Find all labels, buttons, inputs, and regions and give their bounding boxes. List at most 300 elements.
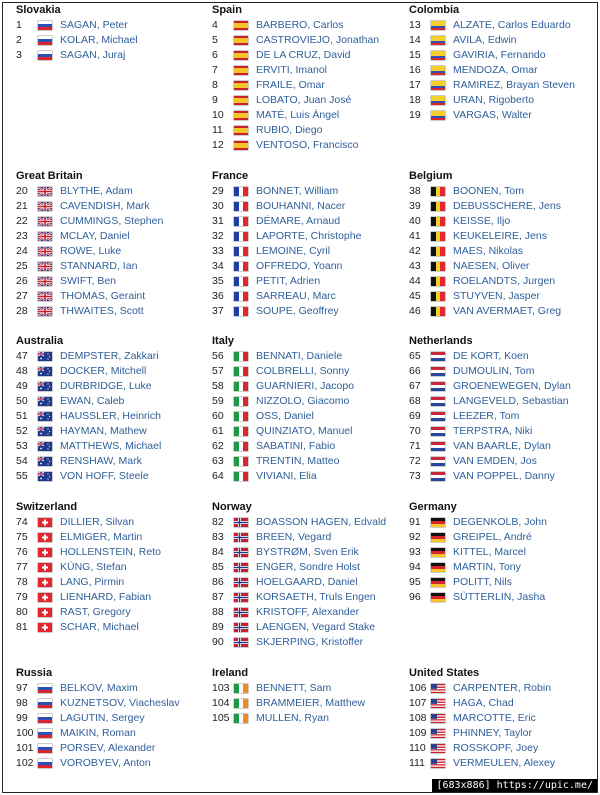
rider-row (212, 93, 402, 108)
rider-number: 85 (212, 561, 224, 573)
netherlands-flag-icon (431, 472, 445, 481)
rider-name-link[interactable]: TERPSTRA, Niki (453, 425, 533, 437)
netherlands-flag-icon (431, 442, 445, 451)
rider-row (409, 741, 599, 756)
rider-name-link[interactable]: MARTIN, Tony (453, 561, 521, 573)
uk-flag-icon (38, 307, 52, 316)
rider-number: 28 (16, 305, 28, 317)
rider-name-link[interactable]: DÉMARE, Arnaud (256, 215, 341, 227)
russia-flag-icon (38, 684, 52, 693)
team-name: Germany (409, 501, 457, 513)
rider-row (212, 274, 402, 289)
rider-number: 27 (16, 290, 28, 302)
rider-number: 17 (409, 79, 421, 91)
rider-number: 15 (409, 49, 421, 61)
rider-row (409, 244, 599, 259)
rider-row (16, 696, 206, 711)
rider-name-link[interactable]: DEBUSSCHERE, Jens (453, 200, 561, 212)
rider-number: 51 (16, 410, 28, 422)
spain-flag-icon (234, 21, 248, 30)
rider-name-link[interactable]: VOROBYEV, Anton (60, 757, 151, 769)
switzerland-flag-icon (38, 563, 52, 572)
rider-number: 43 (409, 260, 421, 272)
rider-number: 48 (16, 365, 28, 377)
rider-number: 31 (212, 215, 224, 227)
rider-name-link[interactable]: KOLAR, Michael (60, 34, 138, 46)
rider-row (16, 379, 206, 394)
belgium-flag-icon (431, 202, 445, 211)
netherlands-flag-icon (431, 382, 445, 391)
rider-name-link[interactable]: VAN EMDEN, Jos (453, 455, 537, 467)
rider-name-link[interactable]: VON HOFF, Steele (60, 470, 149, 482)
rider-row (16, 394, 206, 409)
rider-name-link[interactable]: VAN BAARLE, Dylan (453, 440, 551, 452)
rider-name-link[interactable]: KUZNETSOV, Viacheslav (60, 697, 180, 709)
rider-name-link[interactable]: QUINZIATO, Manuel (256, 425, 353, 437)
rider-name-link[interactable]: THWAITES, Scott (60, 305, 144, 317)
rider-row (409, 696, 599, 711)
rider-name-link[interactable]: DEGENKOLB, John (453, 516, 547, 528)
rider-number: 90 (212, 636, 224, 648)
rider-name-link[interactable]: ROSSKOPF, Joey (453, 742, 539, 754)
rider-number: 55 (16, 470, 28, 482)
australia-flag-icon (38, 382, 52, 391)
rider-row (16, 349, 206, 364)
rider-name-link[interactable]: VARGAS, Walter (453, 109, 532, 121)
australia-flag-icon (38, 472, 52, 481)
rider-row (16, 469, 206, 484)
rider-name-link[interactable]: CAVENDISH, Mark (60, 200, 150, 212)
slovakia-flag-icon (38, 36, 52, 45)
netherlands-flag-icon (431, 397, 445, 406)
rider-number: 29 (212, 185, 224, 197)
rider-name-link[interactable]: DEMPSTER, Zakkari (60, 350, 159, 362)
rider-name-link[interactable]: CUMMINGS, Stephen (60, 215, 164, 227)
rider-row (409, 530, 599, 545)
rider-row (16, 575, 206, 590)
rider-name-link[interactable]: RAMIREZ, Brayan Steven (453, 79, 575, 91)
rider-row (212, 439, 402, 454)
rider-name-link[interactable]: EWAN, Caleb (60, 395, 125, 407)
rider-row (212, 560, 402, 575)
france-flag-icon (234, 262, 248, 271)
rider-name-link[interactable]: LANGEVELD, Sebastian (453, 395, 569, 407)
rider-name-link[interactable]: BELKOV, Maxim (60, 682, 138, 694)
team-name: Switzerland (16, 501, 78, 513)
rider-name-link[interactable]: LEMOINE, Cyril (256, 245, 331, 257)
russia-flag-icon (38, 759, 52, 768)
rider-number: 82 (212, 516, 224, 528)
rider-name-link[interactable]: MATÉ, Luis Ángel (256, 109, 340, 121)
uk-flag-icon (38, 217, 52, 226)
france-flag-icon (234, 202, 248, 211)
rider-number: 5 (212, 34, 218, 46)
usa-flag-icon (431, 759, 445, 768)
rider-number: 16 (409, 64, 421, 76)
rider-row (409, 48, 599, 63)
norway-flag-icon (234, 578, 248, 587)
rider-number: 64 (212, 470, 224, 482)
rider-name-link[interactable]: VENTOSO, Francisco (256, 139, 359, 151)
rider-row (409, 560, 599, 575)
rider-row (409, 545, 599, 560)
rider-name-link[interactable]: BOUHANNI, Nacer (256, 200, 346, 212)
rider-number: 76 (16, 546, 28, 558)
netherlands-flag-icon (431, 457, 445, 466)
ireland-flag-icon (234, 699, 248, 708)
rider-name-link[interactable]: NIZZOLO, Giacomo (256, 395, 350, 407)
rider-name-link[interactable]: ENGER, Sondre Holst (256, 561, 360, 573)
ireland-flag-icon (234, 684, 248, 693)
rider-name-link[interactable]: MENDOZA, Omar (453, 64, 538, 76)
rider-name-link[interactable]: VAN POPPEL, Danny (453, 470, 555, 482)
rider-number: 96 (409, 591, 421, 603)
france-flag-icon (234, 187, 248, 196)
rider-name-link[interactable]: BLYTHE, Adam (60, 185, 133, 197)
rider-row (409, 33, 599, 48)
team-name: Italy (212, 335, 235, 347)
rider-name-link[interactable]: LOBATO, Juan José (256, 94, 352, 106)
rider-row (16, 454, 206, 469)
rider-name-link[interactable]: KEUKELEIRE, Jens (453, 230, 547, 242)
rider-row (16, 48, 206, 63)
rider-number: 35 (212, 275, 224, 287)
rider-name-link[interactable]: GROENEWEGEN, Dylan (453, 380, 571, 392)
france-flag-icon (234, 277, 248, 286)
rider-name-link[interactable]: RAST, Gregory (60, 606, 131, 618)
rider-number: 3 (16, 49, 22, 61)
rider-name-link[interactable]: MAIKIN, Roman (60, 727, 136, 739)
rider-row (212, 229, 402, 244)
norway-flag-icon (234, 623, 248, 632)
rider-name-link[interactable]: BOASSON HAGEN, Edvald (256, 516, 387, 528)
rider-name-link[interactable]: LAPORTE, Christophe (256, 230, 362, 242)
russia-flag-icon (38, 744, 52, 753)
rider-name-link[interactable]: MARCOTTE, Eric (453, 712, 536, 724)
russia-flag-icon (38, 729, 52, 738)
switzerland-flag-icon (38, 608, 52, 617)
rider-row (16, 259, 206, 274)
norway-flag-icon (234, 638, 248, 647)
rider-row (16, 304, 206, 319)
rider-row (16, 560, 206, 575)
rider-name-link[interactable]: KEISSE, Iljo (453, 215, 511, 227)
rider-name-link[interactable]: STUYVEN, Jasper (453, 290, 540, 302)
rider-row (212, 214, 402, 229)
rider-name-link[interactable]: HAYMAN, Mathew (60, 425, 147, 437)
italy-flag-icon (234, 382, 248, 391)
rider-name-link[interactable]: TRENTIN, Matteo (256, 455, 340, 467)
rider-name-link[interactable]: BENNATI, Daniele (256, 350, 343, 362)
rider-row (212, 590, 402, 605)
team-name: Russia (16, 667, 53, 679)
belgium-flag-icon (431, 187, 445, 196)
rider-row (16, 620, 206, 635)
rider-name-link[interactable]: KITTEL, Marcel (453, 546, 526, 558)
rider-name-link[interactable]: KRISTOFF, Alexander (256, 606, 360, 618)
rider-row (212, 199, 402, 214)
rider-name-link[interactable]: VIVIANI, Elia (256, 470, 317, 482)
rider-row (212, 304, 402, 319)
rider-name-link[interactable]: POLITT, Nils (453, 576, 512, 588)
rider-name-link[interactable]: BENNETT, Sam (256, 682, 332, 694)
rider-row (212, 575, 402, 590)
rider-row (409, 575, 599, 590)
rider-number: 106 (409, 682, 427, 694)
rider-name-link[interactable]: ERVITI, Imanol (256, 64, 327, 76)
spain-flag-icon (234, 96, 248, 105)
rider-row (16, 741, 206, 756)
norway-flag-icon (234, 563, 248, 572)
team-name: United States (409, 667, 480, 679)
team-block-colombia (409, 3, 599, 123)
rider-name-link[interactable]: DILLIER, Silvan (60, 516, 135, 528)
rider-name-link[interactable]: HOELGAARD, Daniel (256, 576, 358, 588)
rider-name-link[interactable]: PETIT, Adrien (256, 275, 321, 287)
rider-name-link[interactable]: BONNET, William (256, 185, 339, 197)
rider-number: 84 (212, 546, 224, 558)
rider-number: 33 (212, 245, 224, 257)
rider-number: 63 (212, 455, 224, 467)
australia-flag-icon (38, 457, 52, 466)
rider-row (212, 244, 402, 259)
rider-number: 81 (16, 621, 28, 633)
rider-row (409, 409, 599, 424)
rider-row (409, 515, 599, 530)
rider-row (409, 289, 599, 304)
rider-name-link[interactable]: KÜNG, Stefan (60, 561, 127, 573)
rider-number: 83 (212, 531, 224, 543)
spain-flag-icon (234, 81, 248, 90)
uk-flag-icon (38, 247, 52, 256)
rider-number: 105 (212, 712, 230, 724)
rider-name-link[interactable]: SOUPE, Geoffrey (256, 305, 339, 317)
rider-row (16, 439, 206, 454)
rider-name-link[interactable]: URAN, Rigoberto (453, 94, 535, 106)
usa-flag-icon (431, 744, 445, 753)
team-name: Great Britain (16, 170, 83, 182)
rider-row (409, 469, 599, 484)
rider-name-link[interactable]: ALZATE, Carlos Eduardo (453, 19, 571, 31)
rider-name-link[interactable]: ROELANDTS, Jurgen (453, 275, 556, 287)
rider-row (409, 349, 599, 364)
rider-number: 10 (212, 109, 224, 121)
team-block-italy (212, 334, 402, 484)
rider-name-link[interactable]: MATTHEWS, Michael (60, 440, 162, 452)
team-block-germany (409, 500, 599, 605)
italy-flag-icon (234, 472, 248, 481)
rider-name-link[interactable]: SÜTTERLIN, Jasha (453, 591, 546, 603)
rider-number: 104 (212, 697, 230, 709)
rider-row (212, 138, 402, 153)
rider-number: 88 (212, 606, 224, 618)
rider-name-link[interactable]: DOCKER, Mitchell (60, 365, 147, 377)
rider-row (212, 349, 402, 364)
rider-name-link[interactable]: MCLAY, Daniel (60, 230, 130, 242)
rider-number: 50 (16, 395, 28, 407)
rider-name-link[interactable]: SAGAN, Juraj (60, 49, 126, 61)
rider-number: 95 (409, 576, 421, 588)
rider-name-link[interactable]: HOLLENSTEIN, Reto (60, 546, 161, 558)
rider-name-link[interactable]: DE KORT, Koen (453, 350, 529, 362)
rider-name-link[interactable]: SWIFT, Ben (60, 275, 117, 287)
uk-flag-icon (38, 292, 52, 301)
rider-name-link[interactable]: DURBRIDGE, Luke (60, 380, 152, 392)
team-block-switzerland (16, 500, 206, 635)
team-name: Colombia (409, 4, 460, 16)
norway-flag-icon (234, 608, 248, 617)
rider-name-link[interactable]: DE LA CRUZ, David (256, 49, 351, 61)
team-block-russia (16, 666, 206, 771)
rider-number: 75 (16, 531, 28, 543)
rider-name-link[interactable]: DUMOULIN, Tom (453, 365, 535, 377)
rider-row (16, 605, 206, 620)
rider-row (212, 63, 402, 78)
rider-name-link[interactable]: GAVIRIA, Fernando (453, 49, 546, 61)
rider-number: 46 (409, 305, 421, 317)
rider-name-link[interactable]: MAES, Nikolas (453, 245, 524, 257)
belgium-flag-icon (431, 262, 445, 271)
rider-row (212, 78, 402, 93)
france-flag-icon (234, 247, 248, 256)
rider-name-link[interactable]: LAENGEN, Vegard Stake (256, 621, 376, 633)
rider-number: 7 (212, 64, 218, 76)
australia-flag-icon (38, 367, 52, 376)
rider-name-link[interactable]: SARREAU, Marc (256, 290, 336, 302)
rider-number: 30 (212, 200, 224, 212)
rider-row (212, 108, 402, 123)
rider-number: 26 (16, 275, 28, 287)
rider-number: 9 (212, 94, 218, 106)
rider-number: 59 (212, 395, 224, 407)
slovakia-flag-icon (38, 21, 52, 30)
rider-number: 38 (409, 185, 421, 197)
rider-number: 45 (409, 290, 421, 302)
rider-number: 97 (16, 682, 28, 694)
rider-name-link[interactable]: LIENHARD, Fabian (60, 591, 152, 603)
team-block-netherlands (409, 334, 599, 484)
belgium-flag-icon (431, 247, 445, 256)
uk-flag-icon (38, 232, 52, 241)
rider-number: 40 (409, 215, 421, 227)
rider-name-link[interactable]: RENSHAW, Mark (60, 455, 142, 467)
rider-name-link[interactable]: SKJERPING, Kristoffer (256, 636, 364, 648)
rider-name-link[interactable]: BREEN, Vegard (256, 531, 332, 543)
rider-name-link[interactable]: BARBERO, Carlos (256, 19, 344, 31)
rider-name-link[interactable]: VAN AVERMAET, Greg (453, 305, 562, 317)
rider-name-link[interactable]: CARPENTER, Robin (453, 682, 552, 694)
rider-number: 14 (409, 34, 421, 46)
rider-name-link[interactable]: PORSEV, Alexander (60, 742, 156, 754)
rider-number: 58 (212, 380, 224, 392)
rider-name-link[interactable]: LANG, Pirmin (60, 576, 125, 588)
rider-row (16, 33, 206, 48)
rider-name-link[interactable]: PHINNEY, Taylor (453, 727, 532, 739)
rider-number: 4 (212, 19, 218, 31)
france-flag-icon (234, 307, 248, 316)
rider-row (16, 289, 206, 304)
colombia-flag-icon (431, 21, 445, 30)
rider-name-link[interactable]: VERMEULEN, Alexey (453, 757, 556, 769)
team-block-slovakia (16, 3, 206, 63)
rider-row (409, 424, 599, 439)
rider-row (16, 364, 206, 379)
rider-row (212, 424, 402, 439)
rider-name-link[interactable]: RUBIO, Diego (256, 124, 323, 136)
rider-row (16, 545, 206, 560)
team-block-ireland (212, 666, 402, 726)
rider-name-link[interactable]: FRAILE, Omar (256, 79, 325, 91)
rider-row (409, 439, 599, 454)
rider-row (409, 394, 599, 409)
rider-number: 24 (16, 245, 28, 257)
rider-name-link[interactable]: STANNARD, Ian (60, 260, 138, 272)
rider-row (409, 379, 599, 394)
rider-name-link[interactable]: ROWE, Luke (60, 245, 122, 257)
rider-name-link[interactable]: AVILA, Edwin (453, 34, 517, 46)
rider-name-link[interactable]: CASTROVIEJO, Jonathan (256, 34, 380, 46)
ireland-flag-icon (234, 714, 248, 723)
rider-row (409, 18, 599, 33)
colombia-flag-icon (431, 111, 445, 120)
rider-name-link[interactable]: BOONEN, Tom (453, 185, 524, 197)
rider-row (212, 364, 402, 379)
rider-row (409, 63, 599, 78)
rider-name-link[interactable]: SAGAN, Peter (60, 19, 128, 31)
rider-name-link[interactable]: OFFREDO, Yoann (256, 260, 343, 272)
rider-row (16, 18, 206, 33)
rider-name-link[interactable]: SABATINI, Fabio (256, 440, 336, 452)
rider-name-link[interactable]: NAESEN, Oliver (453, 260, 530, 272)
rider-name-link[interactable]: BRAMMEIER, Matthew (256, 697, 366, 709)
rider-number: 53 (16, 440, 28, 452)
rider-number: 74 (16, 516, 28, 528)
rider-row (409, 93, 599, 108)
rider-name-link[interactable]: GUARNIERI, Jacopo (256, 380, 355, 392)
norway-flag-icon (234, 533, 248, 542)
colombia-flag-icon (431, 81, 445, 90)
rider-number: 110 (409, 742, 426, 754)
switzerland-flag-icon (38, 623, 52, 632)
rider-name-link[interactable]: THOMAS, Geraint (60, 290, 146, 302)
rider-name-link[interactable]: HAGA, Chad (453, 697, 514, 709)
rider-row (409, 304, 599, 319)
rider-number: 2 (16, 34, 22, 46)
rider-number: 67 (409, 380, 421, 392)
uk-flag-icon (38, 262, 52, 271)
rider-name-link[interactable]: MULLEN, Ryan (256, 712, 329, 724)
rider-number: 19 (409, 109, 421, 121)
rider-name-link[interactable]: LAGUTIN, Sergey (60, 712, 145, 724)
rider-name-link[interactable]: KORSAETH, Truls Engen (256, 591, 376, 603)
rider-name-link[interactable]: HAUSSLER, Heinrich (60, 410, 161, 422)
rider-row (212, 530, 402, 545)
rider-row (16, 184, 206, 199)
team-name: Norway (212, 501, 252, 513)
rider-name-link[interactable]: ELMIGER, Martin (60, 531, 143, 543)
rider-row (16, 274, 206, 289)
rider-name-link[interactable]: OSS, Daniel (256, 410, 314, 422)
rider-name-link[interactable]: SCHAR, Michael (60, 621, 139, 633)
rider-row (16, 409, 206, 424)
rider-row (409, 274, 599, 289)
rider-name-link[interactable]: LEEZER, Tom (453, 410, 520, 422)
norway-flag-icon (234, 593, 248, 602)
australia-flag-icon (38, 397, 52, 406)
rider-name-link[interactable]: BYSTRØM, Sven Erik (256, 546, 359, 558)
rider-name-link[interactable]: COLBRELLI, Sonny (256, 365, 350, 377)
rider-name-link[interactable]: GREIPEL, André (453, 531, 532, 543)
